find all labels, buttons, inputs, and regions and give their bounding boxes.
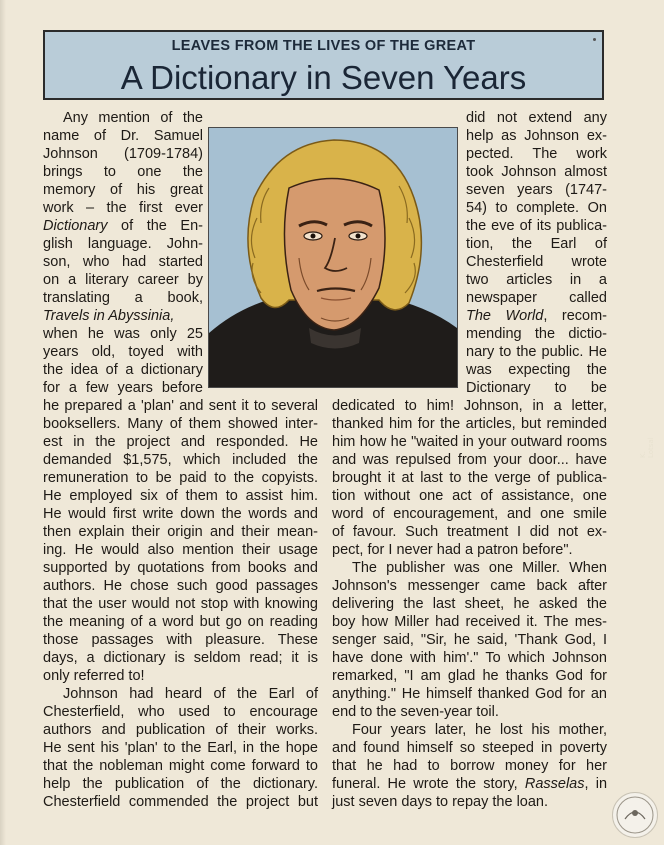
text-line: booksellers. Many of them showed inter- [43, 416, 318, 432]
text-line: authors. He chose such good passages [43, 578, 318, 594]
text-line: days, a dictionary is seldom read; it is [43, 650, 318, 666]
text-line: for a few years before [43, 380, 203, 396]
text-line: was expecting the [466, 362, 607, 378]
text-line: delivering the last sheet, he asked the [332, 596, 607, 612]
text-line: he prepared a 'plan' and sent it to several [43, 398, 318, 414]
text-line: The World, recom- [466, 308, 607, 324]
text-line: tion without one act of assistance, one [332, 488, 607, 504]
text-line: name of Dr. Samuel [43, 128, 203, 144]
artist-signature: K. Lotsal [639, 437, 655, 458]
text-line: did not extend any [466, 110, 607, 126]
text-line: have done with him'." To which Johnson [332, 650, 607, 666]
text-line: ing. He would also mention their usage [43, 542, 318, 558]
text-line: Chesterfield commended the project but [43, 794, 318, 810]
text-line: only referred to! [43, 668, 145, 684]
text-line: Any mention of the [63, 110, 203, 126]
text-line: just seven days to repay the loan. [332, 794, 549, 810]
text-line: then explain their origin and their mean- [43, 524, 318, 540]
text-line: senger said, "Sir, he said, 'Thank God, I [332, 632, 607, 648]
text-line: son, who had started [43, 254, 203, 270]
text-line: newspaper called [466, 290, 607, 306]
text-line: Johnson's messenger came back after [332, 578, 607, 594]
text-line: word of encouragement, and one smile [332, 506, 607, 522]
text-line: The publisher was one Miller. When [352, 560, 607, 576]
text-line: remarked, "I am glad he thanks God for [332, 668, 607, 684]
text-line: anything." He himself thanked God for an [332, 686, 607, 702]
portrait-drawing [209, 128, 457, 387]
library-stamp [612, 792, 658, 838]
text-line: help the publication of the dictionary. [43, 776, 318, 792]
text-line: authors and publication of their works. [43, 722, 318, 738]
text-line: the meaning of a word but go on reading [43, 614, 318, 630]
text-line: those passages with pleasure. These [43, 632, 318, 648]
text-line: two articles in a [466, 272, 607, 288]
text-line: pected. The work [466, 146, 607, 162]
text-line: Four years later, he lost his mother, [352, 722, 607, 738]
text-line: mending the dictio- [466, 326, 607, 342]
text-line: on a literary career by [43, 272, 203, 288]
text-line: memory of his great [43, 182, 203, 198]
text-line: remuneration to be paid to the copyists. [43, 470, 318, 486]
text-line: brought it at last to the verge of publica- [332, 470, 607, 486]
text-line: that he had to borrow money for her [332, 758, 607, 774]
italic-title: The World [466, 308, 544, 324]
italic-title: Rasselas [524, 776, 585, 792]
title-box-speck [593, 38, 596, 41]
text-line: He employed six of them to assist him. [43, 488, 318, 504]
text-line: Johnson had heard of the Earl of [63, 686, 318, 702]
text-line: and found himself so steeped in poverty [332, 740, 607, 756]
text-line: glish language. John- [43, 236, 203, 252]
text-line: supported by quotations from books and [43, 560, 318, 576]
text-line: demanded $1,575, which included the [43, 452, 318, 468]
text-line: the eve of its publica- [466, 218, 607, 234]
text-line: Dictionary to be [466, 380, 607, 396]
text-line: brings to one the [43, 164, 203, 180]
text-line: He would first write down the words and [43, 506, 318, 522]
text-line: Johnson (1709-1784) [43, 146, 203, 162]
italic-word: Dictionary [43, 218, 108, 234]
text-line: that the user would not stop with knowing [43, 596, 318, 612]
text-line: boy how Miller had received it. The mes- [332, 614, 607, 630]
stamp-emblem-icon [613, 793, 657, 837]
text-line: nary to the public. He [466, 344, 607, 360]
text-line: took Johnson almost [466, 164, 607, 180]
text-line: when he was only 25 [43, 326, 203, 342]
text-line: years old, toyed with [43, 344, 203, 360]
text-line: 54) to complete. On [466, 200, 607, 216]
text-line: the idea of a dictionary [43, 362, 203, 378]
text-line: tion, the Earl of [466, 236, 607, 252]
text-line: thanked him for the articles, but reminded [332, 416, 607, 432]
title-box [43, 30, 604, 100]
article-title: A Dictionary in Seven Years [120, 59, 527, 96]
text-line: dedicated to him! Johnson, in a letter, [332, 398, 607, 414]
text-line: Chesterfield wrote [466, 254, 607, 270]
text-line-italic: Travels in Abyssinia, [43, 308, 175, 324]
text-line: work – the first ever [43, 200, 203, 216]
page-edge-shadow [0, 0, 6, 845]
text-line: him how he "waited in your outward rooms [332, 434, 607, 450]
series-kicker: LEAVES FROM THE LIVES OF THE GREAT [171, 38, 476, 54]
text-line: seven years (1747- [466, 182, 607, 198]
text-line: of favour. Such treatment I did not ex- [332, 524, 607, 540]
text-line: that the nobleman might come forward to [43, 758, 318, 774]
text-line: funeral. He wrote the story, Rasselas, in [332, 776, 608, 792]
text-line: Chesterfield, who used to encourage [43, 704, 318, 720]
text-line: est in the project and responded. He [43, 434, 318, 450]
text-line: and was repulsed from your door... have [332, 452, 607, 468]
text-line: He sent his 'plan' to the Earl, in the hope [43, 740, 318, 756]
text-line: pect, for I never had a patron before". [332, 542, 573, 558]
text-line: end to the seven-year toil. [332, 704, 499, 720]
text-line: Dictionary of the En- [43, 218, 203, 234]
text-line: translating a book, [43, 290, 203, 306]
text-line: help as Johnson ex- [466, 128, 607, 144]
